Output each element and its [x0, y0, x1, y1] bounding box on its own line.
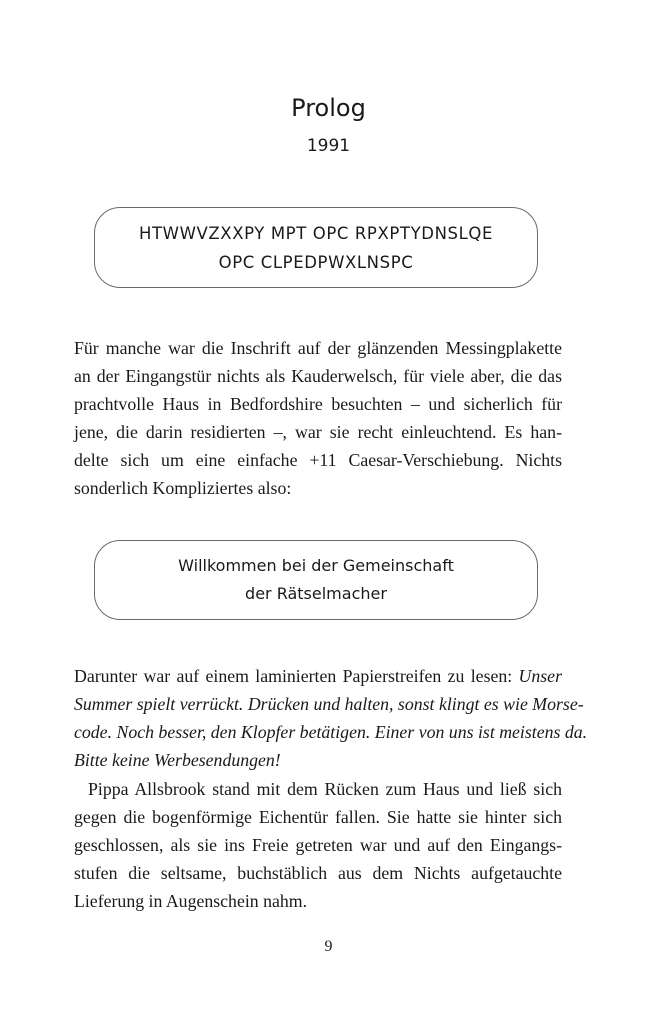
text-line: delte sich um eine einfache +11 Caesar-Verschiebung. Nichts	[74, 450, 562, 470]
cipher-line-2: OPC CLPEDPWXLNSPC	[218, 252, 414, 272]
text-line: stufen die seltsame, buchstäblich aus dem Nichts aufgetauchte	[74, 863, 562, 883]
paragraph-pippa	[74, 775, 562, 915]
text-line: geschlossen, als sie ins Freie getreten war und auf den Eingangs-	[74, 835, 562, 855]
chapter-title: Prolog	[291, 94, 366, 122]
text-line: jene, die darin residierten –, war sie recht einleuchtend. Es han-	[74, 422, 562, 442]
text-line: gegen die bogenförmige Eichentür fallen. Sie hatte sie hinter sich	[74, 807, 562, 827]
text-line: code. Noch besser, den Klopfer betätigen. Einer von uns ist meistens da.	[74, 722, 588, 742]
cipher-plaque	[94, 207, 538, 288]
welcome-line-1: Willkommen bei der Gemeinschaft	[178, 556, 454, 575]
text-line: Pippa Allsbrook stand mit dem Rücken zum Haus und ließ sich	[88, 779, 562, 799]
text-run: Darunter war auf einem laminierten Papierstreifen zu lesen:	[74, 666, 519, 686]
paragraph-note	[74, 662, 588, 774]
text-line: Bitte keine Werbesendungen!	[74, 750, 281, 770]
text-line: Für manche war die Inschrift auf der glänzenden Messingplakette	[74, 338, 562, 358]
text-line: Summer spielt verrückt. Drücken und halten, sonst klingt es wie Morse-	[74, 694, 584, 714]
text-line: an der Eingangstür nichts als Kauderwelsch, für viele aber, die das	[74, 366, 562, 386]
text-line	[74, 662, 562, 690]
page-number: 9	[324, 938, 333, 955]
chapter-year: 1991	[306, 136, 351, 156]
text-run-italic: Unser	[518, 666, 562, 686]
cipher-line-1: HTWWVZXXPY MPT OPC RPXPTYDNSLQE	[139, 223, 493, 243]
text-line: sonderlich Kompliziertes also:	[74, 478, 292, 498]
paragraph-inscription	[74, 334, 562, 502]
welcome-line-2: der Rätselmacher	[245, 584, 387, 603]
text-line: prachtvolle Haus in Bedfordshire besuchten – und sicherlich für	[74, 394, 562, 414]
welcome-plaque	[94, 540, 538, 620]
text-line: Lieferung in Augenschein nahm.	[74, 891, 308, 911]
